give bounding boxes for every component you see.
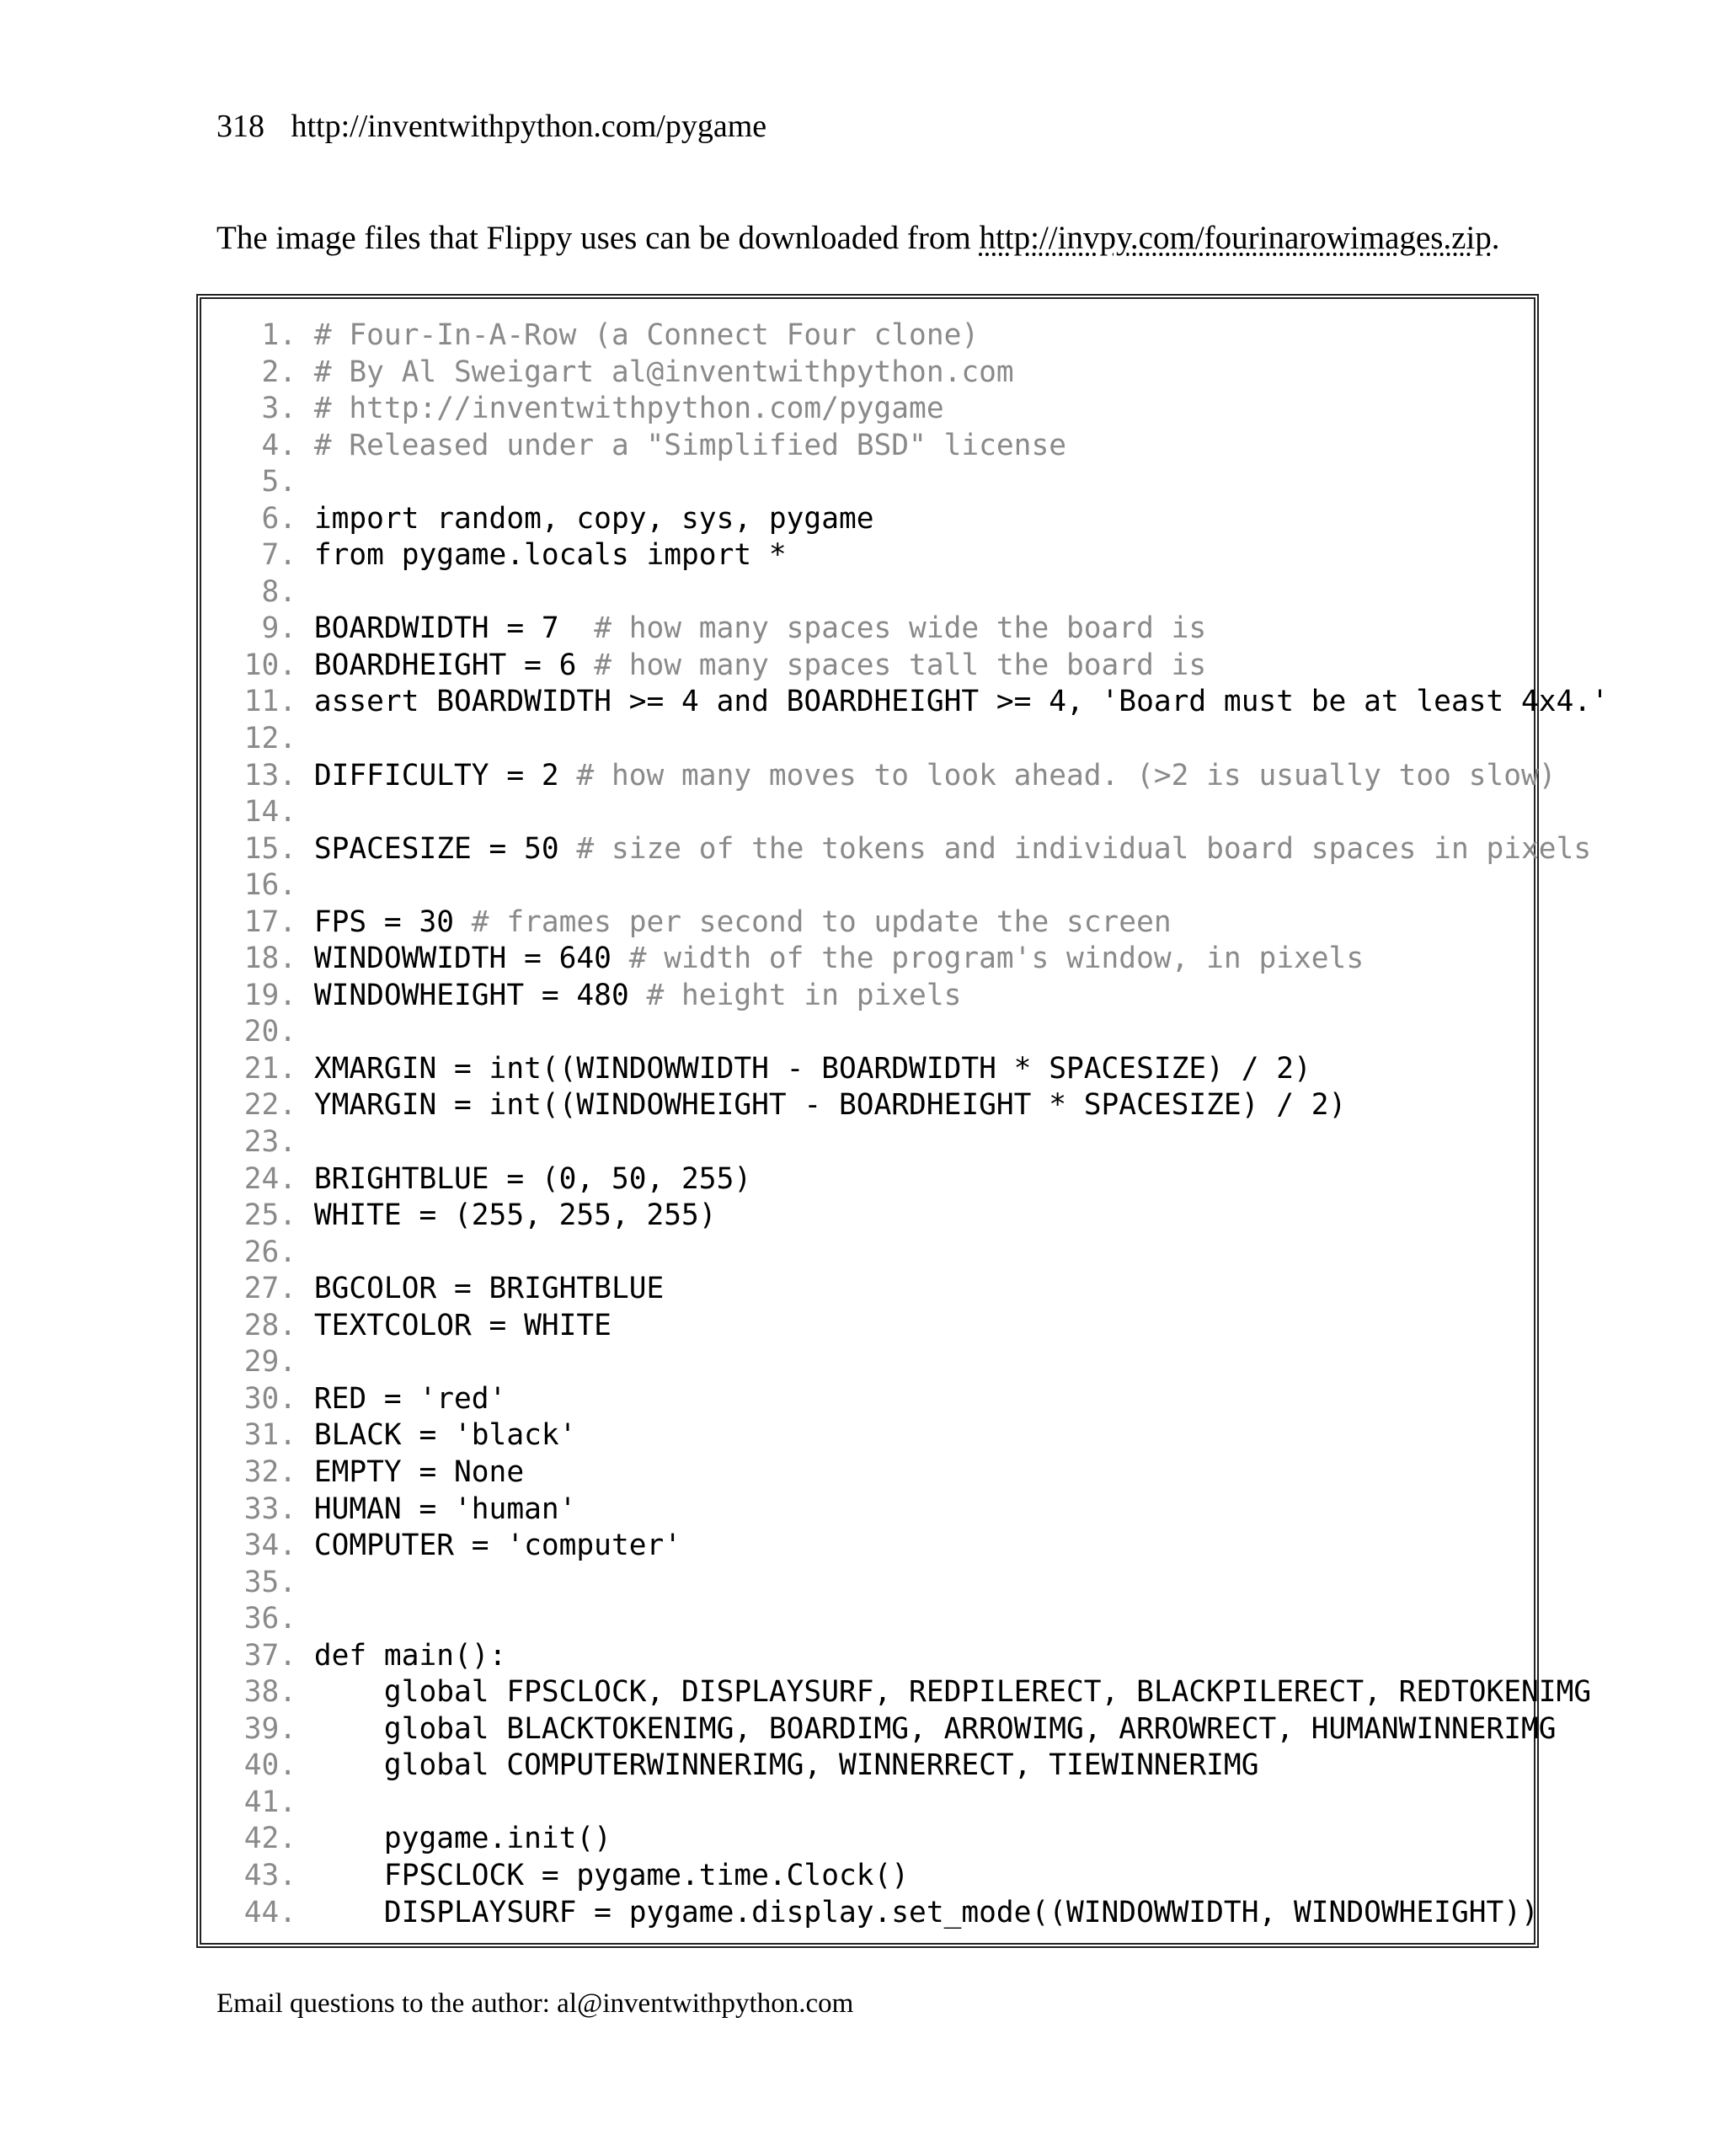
line-number: 25 [243,1198,280,1233]
line-number: 2 [261,355,280,389]
code-line [227,1344,1609,1381]
line-number: 9 [261,611,280,646]
line-number: 22 [243,1088,280,1123]
line-number: 21 [243,1051,280,1086]
line-number-dot: . [279,1125,314,1160]
line-number: 30 [243,1381,280,1416]
code-listing-box [196,294,1609,1948]
line-number-dot: . [279,1381,314,1416]
code-text: import random, copy, sys, pygame [313,501,874,536]
code-text: DISPLAYSURF = pygame.display.set_mode((WINDOWWIDTH, WINDOWHEIGHT)) [313,1895,1539,1929]
code-line [227,684,1609,721]
code-text: WHITE = (255, 255, 255) [313,1198,717,1233]
code-line [227,1235,1609,1272]
code-comment: # width of the program's window, in pixels [628,942,1365,976]
code-text: BOARDHEIGHT = 6 [313,648,595,682]
code-line [227,501,1609,538]
code-text: XMARGIN = int((WINDOWWIDTH - BOARDWIDTH * SPACESIZE) / 2) [313,1051,1311,1086]
line-number-dot: . [279,1088,314,1123]
line-number: 44 [243,1895,280,1929]
intro-period: . [1491,220,1500,256]
line-number-dot: . [279,1454,314,1489]
code-line [227,1528,1609,1565]
line-number-dot: . [279,1161,314,1196]
line-number: 26 [243,1235,280,1269]
code-line [227,867,1609,905]
page-number: 318 [216,109,264,144]
line-number: 17 [243,905,280,939]
line-number: 13 [243,758,280,792]
line-number: 4 [261,428,280,462]
code-line [227,1454,1609,1492]
line-number: 28 [243,1308,280,1342]
code-line [227,794,1609,831]
line-number-dot: . [279,868,314,903]
code-line [227,1895,1609,1932]
code-line [227,1711,1609,1748]
code-text: SPACESIZE = 50 [313,831,577,866]
line-number: 20 [243,1015,280,1049]
code-text: FPSCLOCK = pygame.time.Clock() [313,1858,910,1892]
code-text: EMPTY = None [313,1454,525,1489]
code-line [227,1601,1609,1638]
page-footer [216,1986,853,2021]
code-text: from pygame.locals import * [313,538,787,573]
code-line [227,318,1609,355]
line-number-dot: . [279,355,314,389]
line-number-dot: . [279,1198,314,1233]
line-number-dot: . [279,1308,314,1342]
code-comment: # how many spaces wide the board is [594,611,1207,646]
line-number: 16 [243,868,280,903]
footer-text: Email questions to the author: al@inventwithpython.com [216,1988,854,2019]
code-line [227,758,1609,795]
line-number: 35 [243,1565,280,1599]
code-line [227,978,1609,1015]
line-number-dot: . [279,1675,314,1710]
line-number-dot: . [279,1858,314,1892]
line-number: 10 [243,648,280,682]
code-line [227,1051,1609,1088]
code-line [227,941,1609,978]
line-number: 15 [243,831,280,866]
code-comment: # Four-In-A-Row (a Connect Four clone) [313,318,980,352]
code-text: BRIGHTBLUE = (0, 50, 255) [313,1161,752,1196]
line-number-dot: . [279,465,314,499]
code-text: global FPSCLOCK, DISPLAYSURF, REDPILERECT, BLACKPILERECT, REDTOKENIMG [313,1675,1592,1710]
code-text: global BLACKTOKENIMG, BOARDIMG, ARROWIMG, ARROWRECT, HUMANWINNERIMG [313,1711,1557,1746]
line-number-dot: . [279,831,314,866]
code-text: TEXTCOLOR = WHITE [313,1308,611,1342]
code-line [227,1271,1609,1308]
code-text: BGCOLOR = BRIGHTBLUE [313,1272,665,1306]
line-number: 33 [243,1492,280,1526]
code-line [227,574,1609,611]
line-number: 7 [261,538,280,573]
line-number-dot: . [279,611,314,646]
page-header [216,106,766,147]
code-text: assert BOARDWIDTH >= 4 and BOARDHEIGHT >= 4, 'Board must be at least 4x4.' [313,685,1609,719]
line-number: 1 [261,318,280,352]
code-line [227,1785,1609,1822]
code-line [227,831,1609,868]
line-number: 36 [243,1602,280,1636]
code-line [227,1674,1609,1711]
line-number: 38 [243,1675,280,1710]
code-text: FPS = 30 [313,905,472,939]
line-number: 19 [243,978,280,1012]
line-number-dot: . [279,1602,314,1636]
code-comment: # height in pixels [646,978,962,1012]
code-line [227,537,1609,574]
line-number-dot: . [279,978,314,1012]
line-number: 39 [243,1711,280,1746]
code-text: HUMAN = 'human' [313,1492,577,1526]
line-number-dot: . [279,1785,314,1819]
code-line [227,355,1609,392]
intro-text: The image files that Flippy uses can be downloaded from [216,220,980,256]
code-comment: # how many moves to look ahead. (>2 is usually too slow) [576,758,1557,792]
code-line [227,391,1609,428]
code-line [227,1821,1609,1858]
line-number-dot: . [279,758,314,792]
code-line [227,1492,1609,1529]
code-line [227,1198,1609,1235]
download-link[interactable]: http://invpy.com/fourinarowimages.zip [979,220,1492,256]
line-number-dot: . [279,648,314,682]
line-number: 8 [261,574,280,609]
code-comment: # By Al Sweigart al@inventwithpython.com [313,355,1014,389]
code-text: COMPUTER = 'computer' [313,1529,682,1563]
code-comment: # how many spaces tall the board is [594,648,1207,682]
line-number-dot: . [279,1711,314,1746]
line-number-dot: . [279,942,314,976]
line-number: 41 [243,1785,280,1819]
code-line [227,428,1609,465]
line-number: 12 [243,722,280,756]
code-comment: # Released under a "Simplified BSD" license [313,428,1066,462]
code-line [227,648,1609,685]
code-line [227,1638,1609,1675]
code-line [227,1014,1609,1051]
line-number-dot: . [279,501,314,536]
code-text: WINDOWWIDTH = 640 [313,942,629,976]
line-number: 18 [243,942,280,976]
code-line [227,1417,1609,1454]
line-number-dot: . [279,905,314,939]
line-number-dot: . [279,722,314,756]
line-number-dot: . [279,1015,314,1049]
code-comment: # size of the tokens and individual board spaces in pixels [576,831,1592,866]
code-line [227,1124,1609,1161]
line-number-dot: . [279,1529,314,1563]
code-line [227,721,1609,758]
code-line [227,1087,1609,1124]
line-number-dot: . [279,1822,314,1856]
line-number-dot: . [279,428,314,462]
line-number-dot: . [279,1418,314,1453]
line-number-dot: . [279,318,314,352]
line-number: 32 [243,1454,280,1489]
code-line [227,611,1609,648]
line-number-dot: . [279,1235,314,1269]
line-number: 23 [243,1125,280,1160]
line-number: 14 [243,795,280,830]
code-line [227,1381,1609,1418]
code-line [227,1308,1609,1345]
line-number-dot: . [279,1051,314,1086]
line-number-dot: . [279,795,314,830]
line-number-dot: . [279,538,314,573]
code-line [227,464,1609,501]
code-text: DIFFICULTY = 2 [313,758,577,792]
line-number-dot: . [279,574,314,609]
line-number: 43 [243,1858,280,1892]
line-number-dot: . [279,1272,314,1306]
code-line [227,905,1609,942]
code-line [227,1565,1609,1602]
code-comment: # frames per second to update the screen [471,905,1172,939]
code-text: BOARDWIDTH = 7 [313,611,595,646]
intro-paragraph [216,217,1500,259]
code-text: global COMPUTERWINNERIMG, WINNERRECT, TIEWINNERIMG [313,1748,1259,1783]
line-number-dot: . [279,685,314,719]
line-number-dot: . [279,1895,314,1929]
line-number: 42 [243,1822,280,1856]
code-listing [227,318,1609,1931]
line-number: 5 [261,465,280,499]
code-line [227,1858,1609,1895]
code-line [227,1161,1609,1198]
code-text: BLACK = 'black' [313,1418,577,1453]
line-number: 29 [243,1345,280,1380]
line-number: 37 [243,1638,280,1673]
header-url: http://inventwithpython.com/pygame [291,109,767,144]
line-number-dot: . [279,392,314,426]
line-number-dot: . [279,1748,314,1783]
code-text: RED = 'red' [313,1381,507,1416]
line-number-dot: . [279,1345,314,1380]
code-line [227,1748,1609,1785]
line-number: 34 [243,1529,280,1563]
code-comment: # http://inventwithpython.com/pygame [313,392,944,426]
line-number: 3 [261,392,280,426]
code-text: def main(): [313,1638,507,1673]
line-number-dot: . [279,1492,314,1526]
code-text: WINDOWHEIGHT = 480 [313,978,647,1012]
line-number: 24 [243,1161,280,1196]
code-text: YMARGIN = int((WINDOWHEIGHT - BOARDHEIGHT * SPACESIZE) / 2) [313,1088,1347,1123]
line-number: 31 [243,1418,280,1453]
code-text: pygame.init() [313,1822,611,1856]
line-number: 6 [261,501,280,536]
line-number: 27 [243,1272,280,1306]
line-number-dot: . [279,1638,314,1673]
line-number-dot: . [279,1565,314,1599]
line-number: 40 [243,1748,280,1783]
line-number: 11 [243,685,280,719]
